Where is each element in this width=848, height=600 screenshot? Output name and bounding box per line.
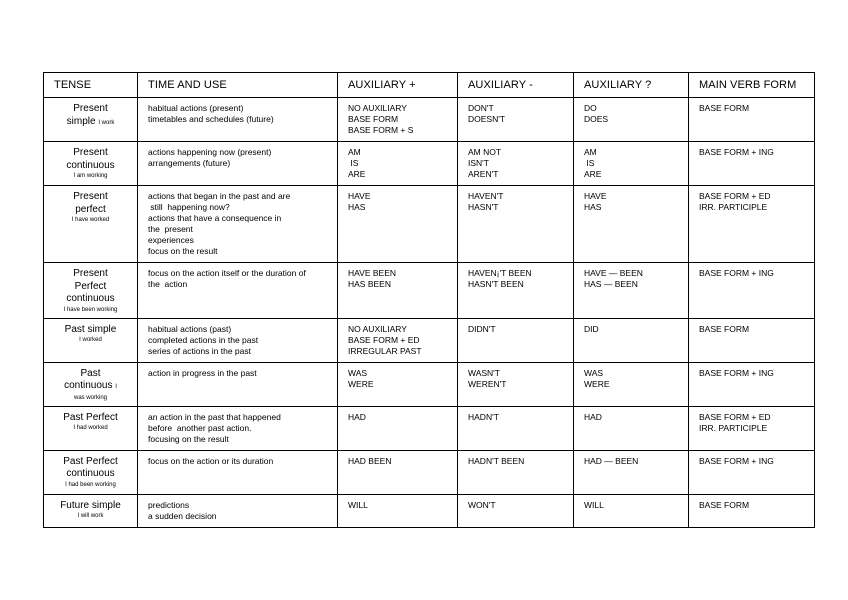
aux-negative-cell <box>458 406 574 450</box>
cell-line: WAS <box>584 367 604 378</box>
use-cell <box>138 406 338 450</box>
tense-example: I have been working <box>63 306 118 313</box>
cell-line: BASE FORM + ED <box>699 191 771 201</box>
tense-cell <box>44 318 138 362</box>
tense-name-text: Future simple <box>60 499 121 511</box>
tense-cell <box>44 362 138 406</box>
cell-line: WAS <box>348 367 368 378</box>
tense-example: I work <box>98 119 115 126</box>
tense-name <box>48 500 133 513</box>
tense-name-text: Past simple <box>64 323 117 335</box>
cell-line: action in progress in the past <box>148 367 257 378</box>
cell-line: WERE <box>348 378 374 389</box>
cell-line: still happening now? <box>148 202 230 212</box>
cell-line: HAD — BEEN <box>584 455 639 466</box>
aux-question-cell <box>574 318 689 362</box>
header-auxiliary-question: AUXILIARY ? <box>574 73 689 98</box>
cell-line: HADN'T BEEN <box>468 455 525 466</box>
table-row <box>44 362 815 406</box>
tense-cell <box>44 263 138 319</box>
cell-line: IS <box>584 158 595 168</box>
tense-name-text: continuous <box>66 159 115 171</box>
tense-table <box>43 72 815 528</box>
cell-line: WASN'T <box>468 367 500 378</box>
tense-name <box>48 103 133 116</box>
cell-line: WON'T <box>468 499 496 510</box>
use-cell <box>138 98 338 142</box>
table-row <box>44 142 815 186</box>
aux-positive-cell <box>338 494 458 527</box>
cell-line: IS <box>348 158 359 168</box>
tense-example: I <box>115 384 117 390</box>
use-cell <box>138 142 338 186</box>
cell-line: BASE FORM + ING <box>699 455 774 466</box>
cell-line: ARE <box>348 169 366 179</box>
main-verb-cell <box>689 98 815 142</box>
aux-negative-cell <box>458 494 574 527</box>
aux-positive-cell <box>338 362 458 406</box>
aux-negative-cell <box>458 263 574 319</box>
tense-name <box>48 204 133 217</box>
table-row <box>44 98 815 142</box>
cell-line: HAS <box>584 202 602 212</box>
tense-name-text: continuous <box>64 380 113 391</box>
aux-question-cell <box>574 98 689 142</box>
aux-negative-cell <box>458 318 574 362</box>
tense-name-text: Past <box>80 367 101 379</box>
tense-name-text: Past Perfect <box>63 455 118 467</box>
cell-line: WILL <box>348 499 368 510</box>
cell-line: WERE <box>584 378 610 389</box>
aux-question-cell <box>574 406 689 450</box>
tense-name <box>48 268 133 281</box>
tense-cell <box>44 450 138 494</box>
aux-negative-cell <box>458 142 574 186</box>
cell-line: actions that began in the past and are <box>148 191 291 201</box>
cell-line: HAD <box>584 411 602 422</box>
cell-line: HASN'T <box>468 202 499 212</box>
header-row <box>44 73 815 98</box>
cell-line: DOES <box>584 114 609 124</box>
tense-example: I will work <box>77 513 104 519</box>
header-tense: TENSE <box>44 73 138 98</box>
main-verb-cell <box>689 142 815 186</box>
cell-line: HAD <box>348 411 366 422</box>
tense-name-text: Perfect <box>74 280 107 292</box>
tense-name-text: Present <box>73 103 108 114</box>
cell-line: before another past action. <box>148 422 252 433</box>
cell-line: AM <box>584 147 597 157</box>
main-verb-cell <box>689 406 815 450</box>
cell-line: NO AUXILIARY <box>348 323 407 334</box>
main-verb-cell <box>689 186 815 263</box>
cell-line: habitual actions (past) <box>148 323 232 334</box>
cell-line: predictions <box>148 499 190 510</box>
cell-line: ISN'T <box>468 158 489 168</box>
tense-name-text: Present <box>73 147 108 158</box>
tense-example: I have worked <box>71 217 110 223</box>
table-row <box>44 494 815 527</box>
cell-line: timetables and schedules (future) <box>148 114 274 124</box>
tense-cell <box>44 494 138 527</box>
cell-line: IRR. PARTICIPLE <box>699 202 768 212</box>
cell-line: AM NOT <box>468 147 502 157</box>
aux-question-cell <box>574 142 689 186</box>
tense-name <box>48 380 133 394</box>
use-cell <box>138 186 338 263</box>
cell-line: BASE FORM + ING <box>699 268 774 278</box>
cell-line: BASE FORM <box>699 323 750 334</box>
main-verb-cell <box>689 450 815 494</box>
aux-positive-cell <box>338 142 458 186</box>
aux-positive-cell <box>338 263 458 319</box>
cell-line: series of actions in the past <box>148 345 252 356</box>
aux-question-cell <box>574 362 689 406</box>
cell-line: DON'T <box>468 103 494 113</box>
tense-cell <box>44 186 138 263</box>
tense-name-text: Past Perfect <box>63 411 118 423</box>
cell-line: DIDN'T <box>468 323 496 334</box>
tense-name <box>48 368 133 381</box>
tense-cell <box>44 142 138 186</box>
tense-name <box>48 412 133 425</box>
tense-name <box>48 147 133 160</box>
cell-line: DOESN'T <box>468 114 506 124</box>
cell-line: HADN'T <box>468 411 499 422</box>
cell-line: HAVEN'T <box>468 191 504 201</box>
tense-name <box>48 456 133 469</box>
main-verb-cell <box>689 318 815 362</box>
table-row <box>44 406 815 450</box>
cell-line: habitual actions (present) <box>148 103 244 113</box>
cell-line: HAVE <box>348 191 371 201</box>
tense-name <box>48 324 133 337</box>
cell-line: HAS <box>348 202 366 212</box>
aux-positive-cell <box>338 186 458 263</box>
cell-line: HAVE BEEN <box>348 268 397 278</box>
tense-cell <box>44 406 138 450</box>
cell-line: focus on the action itself or the duration of <box>148 268 306 278</box>
cell-line: HAVEN¡'T BEEN <box>468 268 532 278</box>
cell-line: focusing on the result <box>148 433 229 444</box>
table-row <box>44 263 815 319</box>
cell-line: BASE FORM + ED <box>699 411 771 422</box>
aux-positive-cell <box>338 98 458 142</box>
header-time-and-use: TIME AND USE <box>138 73 338 98</box>
tense-example: was working <box>73 394 107 401</box>
table-row <box>44 186 815 263</box>
cell-line: actions happening now (present) <box>148 147 272 157</box>
tense-name-text: perfect <box>75 203 106 215</box>
aux-positive-cell <box>338 318 458 362</box>
aux-question-cell <box>574 263 689 319</box>
table-body <box>44 98 815 528</box>
cell-line: BASE FORM <box>699 499 750 510</box>
tense-name-text: continuous <box>66 468 115 479</box>
tense-name <box>48 116 133 130</box>
cell-line: BASE FORM <box>699 103 750 113</box>
cell-line: completed actions in the past <box>148 334 259 345</box>
cell-line: BASE FORM <box>348 114 399 124</box>
cell-line: DO <box>584 103 597 113</box>
tense-name <box>48 281 133 294</box>
cell-line: the present <box>148 224 193 234</box>
cell-line: HAS — BEEN <box>584 279 638 289</box>
cell-line: HAD BEEN <box>348 455 392 466</box>
cell-line: ARE <box>584 169 602 179</box>
tense-name-text: Present <box>73 268 108 279</box>
cell-line: IRREGULAR PAST <box>348 345 422 356</box>
cell-line: the action <box>148 279 188 289</box>
cell-line: actions that have a consequence in <box>148 213 282 223</box>
tense-name <box>48 191 133 204</box>
table-row <box>44 318 815 362</box>
cell-line: BASE FORM + ING <box>699 367 774 378</box>
tense-example: I worked <box>79 337 102 343</box>
aux-question-cell <box>574 186 689 263</box>
tense-name-text: continuous <box>66 293 115 304</box>
use-cell <box>138 362 338 406</box>
cell-line: AM <box>348 147 361 157</box>
cell-line: BASE FORM + ING <box>699 147 774 157</box>
use-cell <box>138 318 338 362</box>
cell-line: experiences <box>148 235 194 245</box>
cell-line: HAVE — BEEN <box>584 268 643 278</box>
cell-line: focus on the action or its duration <box>148 455 274 466</box>
table-row <box>44 450 815 494</box>
header-auxiliary-positive: AUXILIARY + <box>338 73 458 98</box>
tense-name-text: simple <box>66 115 96 127</box>
main-verb-cell <box>689 494 815 527</box>
tense-name <box>48 468 133 481</box>
main-verb-cell <box>689 362 815 406</box>
cell-line: HAS BEEN <box>348 279 391 289</box>
use-cell <box>138 263 338 319</box>
aux-question-cell <box>574 494 689 527</box>
tense-example: I had been working <box>65 481 116 488</box>
cell-line: BASE FORM + S <box>348 125 414 135</box>
main-verb-cell <box>689 263 815 319</box>
tense-example: I had worked <box>73 425 108 431</box>
use-cell <box>138 450 338 494</box>
tense-name <box>48 160 133 173</box>
cell-line: arrangements (future) <box>148 158 231 168</box>
aux-question-cell <box>574 450 689 494</box>
header-main-verb-form: MAIN VERB FORM <box>689 73 815 98</box>
cell-line: WILL <box>584 499 604 510</box>
aux-negative-cell <box>458 450 574 494</box>
cell-line: WEREN'T <box>468 378 507 389</box>
cell-line: HAVE <box>584 191 607 201</box>
aux-positive-cell <box>338 406 458 450</box>
aux-negative-cell <box>458 362 574 406</box>
tense-name-text: Present <box>73 191 108 202</box>
cell-line: a sudden decision <box>148 510 217 521</box>
cell-line: HASN'T BEEN <box>468 279 524 289</box>
header-auxiliary-negative: AUXILIARY - <box>458 73 574 98</box>
cell-line: NO AUXILIARY <box>348 103 407 113</box>
cell-line: DID <box>584 323 599 334</box>
cell-line: AREN'T <box>468 169 499 179</box>
cell-line: focus on the result <box>148 246 218 256</box>
tense-name <box>48 293 133 306</box>
cell-line: BASE FORM + ED <box>348 334 420 345</box>
aux-positive-cell <box>338 450 458 494</box>
use-cell <box>138 494 338 527</box>
aux-negative-cell <box>458 186 574 263</box>
cell-line: IRR. PARTICIPLE <box>699 422 768 433</box>
aux-negative-cell <box>458 98 574 142</box>
tense-cell <box>44 98 138 142</box>
tense-example: I am working <box>73 173 108 179</box>
cell-line: an action in the past that happened <box>148 411 281 422</box>
